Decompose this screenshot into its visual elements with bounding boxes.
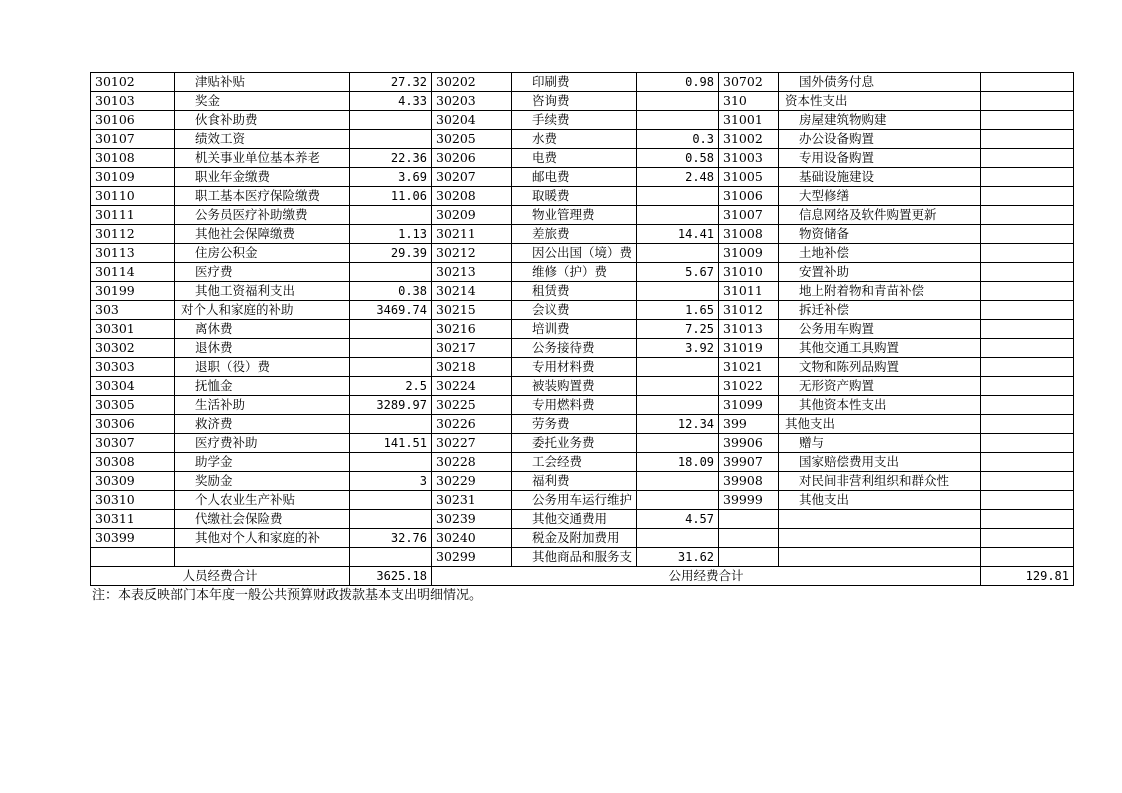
table-row: [91, 320, 1074, 339]
value-cell: [637, 472, 719, 491]
code-cell: 31010: [719, 263, 779, 282]
table-row: [91, 529, 1074, 548]
name-cell: 职工基本医疗保险缴费: [175, 187, 350, 206]
value-cell: 3.69: [350, 168, 432, 187]
name-cell: 会议费: [512, 301, 637, 320]
code-cell: 30202: [432, 73, 512, 92]
code-cell: 310: [719, 92, 779, 111]
value-cell: [637, 187, 719, 206]
value-cell: 0.38: [350, 282, 432, 301]
value-cell: [637, 377, 719, 396]
value-cell: [981, 320, 1074, 339]
name-cell: 公务用车运行维护: [512, 491, 637, 510]
code-cell: 30231: [432, 491, 512, 510]
code-cell: 30112: [91, 225, 175, 244]
value-cell: [981, 168, 1074, 187]
name-cell: 住房公积金: [175, 244, 350, 263]
code-cell: 30113: [91, 244, 175, 263]
value-cell: [981, 282, 1074, 301]
personnel-total-label: 人员经费合计: [91, 567, 350, 586]
name-cell: 土地补偿: [779, 244, 981, 263]
code-cell: 30110: [91, 187, 175, 206]
value-cell: [637, 282, 719, 301]
table-footnote: 注：本表反映部门本年度一般公共预算财政拨款基本支出明细情况。: [92, 588, 483, 603]
name-cell: 电费: [512, 149, 637, 168]
name-cell: 职业年金缴费: [175, 168, 350, 187]
value-cell: 3: [350, 472, 432, 491]
name-cell: 取暖费: [512, 187, 637, 206]
code-cell: 31012: [719, 301, 779, 320]
table-row: [91, 263, 1074, 282]
code-cell: 30301: [91, 320, 175, 339]
code-cell: 31001: [719, 111, 779, 130]
code-cell: [719, 529, 779, 548]
name-cell: 国外债务付息: [779, 73, 981, 92]
value-cell: [637, 111, 719, 130]
name-cell: 离休费: [175, 320, 350, 339]
value-cell: 5.67: [637, 263, 719, 282]
value-cell: [981, 434, 1074, 453]
value-cell: [981, 339, 1074, 358]
code-cell: 30209: [432, 206, 512, 225]
table-row: [91, 301, 1074, 320]
table-row: [91, 206, 1074, 225]
name-cell: 无形资产购置: [779, 377, 981, 396]
code-cell: 31022: [719, 377, 779, 396]
name-cell: 其他交通费用: [512, 510, 637, 529]
name-cell: 安置补助: [779, 263, 981, 282]
code-cell: 39907: [719, 453, 779, 472]
code-cell: 30103: [91, 92, 175, 111]
name-cell: 退职（役）费: [175, 358, 350, 377]
value-cell: 22.36: [350, 149, 432, 168]
code-cell: 30199: [91, 282, 175, 301]
value-cell: [350, 263, 432, 282]
value-cell: [350, 320, 432, 339]
name-cell: 奖金: [175, 92, 350, 111]
name-cell: 专用材料费: [512, 358, 637, 377]
value-cell: [637, 244, 719, 263]
code-cell: 30224: [432, 377, 512, 396]
value-cell: [637, 92, 719, 111]
value-cell: [981, 263, 1074, 282]
value-cell: [981, 472, 1074, 491]
name-cell: 物业管理费: [512, 206, 637, 225]
table-row: [91, 396, 1074, 415]
value-cell: [981, 149, 1074, 168]
value-cell: [981, 396, 1074, 415]
name-cell: 维修（护）费: [512, 263, 637, 282]
code-cell: 30204: [432, 111, 512, 130]
name-cell: 抚恤金: [175, 377, 350, 396]
value-cell: 3469.74: [350, 301, 432, 320]
name-cell: 绩效工资: [175, 130, 350, 149]
value-cell: 141.51: [350, 434, 432, 453]
name-cell: 伙食补助费: [175, 111, 350, 130]
value-cell: 3289.97: [350, 396, 432, 415]
name-cell: 邮电费: [512, 168, 637, 187]
value-cell: [637, 396, 719, 415]
name-cell: 税金及附加费用: [512, 529, 637, 548]
name-cell: 委托业务费: [512, 434, 637, 453]
name-cell: 医疗费补助: [175, 434, 350, 453]
code-cell: 30206: [432, 149, 512, 168]
value-cell: 2.5: [350, 377, 432, 396]
name-cell: 工会经费: [512, 453, 637, 472]
name-cell: 其他工资福利支出: [175, 282, 350, 301]
table-row: [91, 225, 1074, 244]
name-cell: 代缴社会保险费: [175, 510, 350, 529]
name-cell: 印刷费: [512, 73, 637, 92]
table-row: [91, 149, 1074, 168]
value-cell: 3.92: [637, 339, 719, 358]
name-cell: 津贴补贴: [175, 73, 350, 92]
value-cell: [981, 453, 1074, 472]
value-cell: [637, 206, 719, 225]
value-cell: [981, 111, 1074, 130]
code-cell: 30304: [91, 377, 175, 396]
name-cell: 地上附着物和青苗补偿: [779, 282, 981, 301]
code-cell: 30216: [432, 320, 512, 339]
name-cell: 拆迁补偿: [779, 301, 981, 320]
name-cell: 文物和陈列品购置: [779, 358, 981, 377]
code-cell: 30109: [91, 168, 175, 187]
table-row: [91, 358, 1074, 377]
table-row: [91, 244, 1074, 263]
value-cell: [637, 491, 719, 510]
value-cell: 4.33: [350, 92, 432, 111]
name-cell: 其他社会保障缴费: [175, 225, 350, 244]
name-cell: 被装购置费: [512, 377, 637, 396]
value-cell: 27.32: [350, 73, 432, 92]
value-cell: 2.48: [637, 168, 719, 187]
code-cell: 31006: [719, 187, 779, 206]
code-cell: 30218: [432, 358, 512, 377]
value-cell: [350, 491, 432, 510]
code-cell: 30205: [432, 130, 512, 149]
value-cell: 1.65: [637, 301, 719, 320]
name-cell: 福利费: [512, 472, 637, 491]
code-cell: [91, 548, 175, 567]
code-cell: 30311: [91, 510, 175, 529]
name-cell: 赠与: [779, 434, 981, 453]
code-cell: 30303: [91, 358, 175, 377]
code-cell: 30214: [432, 282, 512, 301]
name-cell: 其他交通工具购置: [779, 339, 981, 358]
name-cell: 房屋建筑物购建: [779, 111, 981, 130]
value-cell: [981, 358, 1074, 377]
code-cell: 30310: [91, 491, 175, 510]
code-cell: 30240: [432, 529, 512, 548]
name-cell: 其他商品和服务支: [512, 548, 637, 567]
table-row: [91, 472, 1074, 491]
code-cell: 30213: [432, 263, 512, 282]
name-cell: 专用燃料费: [512, 396, 637, 415]
code-cell: 30299: [432, 548, 512, 567]
code-cell: 31007: [719, 206, 779, 225]
value-cell: 0.58: [637, 149, 719, 168]
code-cell: 399: [719, 415, 779, 434]
code-cell: 39906: [719, 434, 779, 453]
name-cell: 信息网络及软件购置更新: [779, 206, 981, 225]
table-row: [91, 187, 1074, 206]
name-cell: 劳务费: [512, 415, 637, 434]
code-cell: 30106: [91, 111, 175, 130]
value-cell: [981, 415, 1074, 434]
code-cell: [719, 510, 779, 529]
table-row: [91, 282, 1074, 301]
value-cell: [981, 377, 1074, 396]
table-row: [91, 339, 1074, 358]
value-cell: [981, 491, 1074, 510]
value-cell: 12.34: [637, 415, 719, 434]
code-cell: 30225: [432, 396, 512, 415]
value-cell: 29.39: [350, 244, 432, 263]
name-cell: 其他支出: [779, 415, 981, 434]
table-body: [91, 73, 1074, 567]
table-row: [91, 73, 1074, 92]
code-cell: 30239: [432, 510, 512, 529]
value-cell: [350, 453, 432, 472]
value-cell: [981, 187, 1074, 206]
value-cell: [981, 225, 1074, 244]
name-cell: 基础设施建设: [779, 168, 981, 187]
totals-row: [91, 567, 1074, 586]
table-row: [91, 130, 1074, 149]
value-cell: [350, 111, 432, 130]
code-cell: 30215: [432, 301, 512, 320]
table-row: [91, 92, 1074, 111]
value-cell: 32.76: [350, 529, 432, 548]
name-cell: [175, 548, 350, 567]
name-cell: 助学金: [175, 453, 350, 472]
value-cell: 1.13: [350, 225, 432, 244]
name-cell: 医疗费: [175, 263, 350, 282]
code-cell: 30211: [432, 225, 512, 244]
code-cell: 31011: [719, 282, 779, 301]
code-cell: 30309: [91, 472, 175, 491]
name-cell: 公务员医疗补助缴费: [175, 206, 350, 225]
value-cell: 4.57: [637, 510, 719, 529]
name-cell: 公务用车购置: [779, 320, 981, 339]
code-cell: 303: [91, 301, 175, 320]
code-cell: 30207: [432, 168, 512, 187]
table-row: [91, 434, 1074, 453]
value-cell: [637, 529, 719, 548]
name-cell: 咨询费: [512, 92, 637, 111]
value-cell: [350, 339, 432, 358]
code-cell: 30114: [91, 263, 175, 282]
name-cell: 手续费: [512, 111, 637, 130]
name-cell: 奖励金: [175, 472, 350, 491]
code-cell: 31003: [719, 149, 779, 168]
code-cell: 30307: [91, 434, 175, 453]
table-row: [91, 491, 1074, 510]
table-row: [91, 548, 1074, 567]
name-cell: 个人农业生产补贴: [175, 491, 350, 510]
code-cell: 31009: [719, 244, 779, 263]
table-row: [91, 415, 1074, 434]
personnel-total-value: 3625.18: [350, 567, 432, 586]
value-cell: [350, 415, 432, 434]
name-cell: 租赁费: [512, 282, 637, 301]
code-cell: 39999: [719, 491, 779, 510]
name-cell: 机关事业单位基本养老: [175, 149, 350, 168]
code-cell: 31008: [719, 225, 779, 244]
code-cell: 30305: [91, 396, 175, 415]
name-cell: 退休费: [175, 339, 350, 358]
value-cell: 18.09: [637, 453, 719, 472]
value-cell: [981, 206, 1074, 225]
value-cell: 11.06: [350, 187, 432, 206]
name-cell: 培训费: [512, 320, 637, 339]
code-cell: 31019: [719, 339, 779, 358]
code-cell: [719, 548, 779, 567]
value-cell: 0.98: [637, 73, 719, 92]
expenditure-detail-table: [90, 72, 1074, 586]
name-cell: 水费: [512, 130, 637, 149]
name-cell: 其他对个人和家庭的补: [175, 529, 350, 548]
value-cell: [981, 244, 1074, 263]
name-cell: 生活补助: [175, 396, 350, 415]
table-row: [91, 453, 1074, 472]
value-cell: [981, 73, 1074, 92]
value-cell: 14.41: [637, 225, 719, 244]
name-cell: 其他支出: [779, 491, 981, 510]
code-cell: 30111: [91, 206, 175, 225]
name-cell: [779, 529, 981, 548]
name-cell: 专用设备购置: [779, 149, 981, 168]
code-cell: 30226: [432, 415, 512, 434]
name-cell: 物资储备: [779, 225, 981, 244]
public-total-value: 129.81: [981, 567, 1074, 586]
name-cell: 救济费: [175, 415, 350, 434]
name-cell: 办公设备购置: [779, 130, 981, 149]
value-cell: [350, 206, 432, 225]
name-cell: 其他资本性支出: [779, 396, 981, 415]
code-cell: 31013: [719, 320, 779, 339]
value-cell: [981, 510, 1074, 529]
table-row: [91, 111, 1074, 130]
code-cell: 30227: [432, 434, 512, 453]
name-cell: 差旅费: [512, 225, 637, 244]
code-cell: 30302: [91, 339, 175, 358]
name-cell: 国家赔偿费用支出: [779, 453, 981, 472]
name-cell: [779, 548, 981, 567]
code-cell: 30228: [432, 453, 512, 472]
value-cell: [637, 434, 719, 453]
name-cell: 因公出国（境）费: [512, 244, 637, 263]
code-cell: 30107: [91, 130, 175, 149]
code-cell: 30306: [91, 415, 175, 434]
code-cell: 30203: [432, 92, 512, 111]
code-cell: 30702: [719, 73, 779, 92]
code-cell: 30217: [432, 339, 512, 358]
value-cell: [981, 548, 1074, 567]
value-cell: [981, 301, 1074, 320]
name-cell: 对民间非营利组织和群众性: [779, 472, 981, 491]
value-cell: [350, 548, 432, 567]
value-cell: [981, 92, 1074, 111]
code-cell: 31099: [719, 396, 779, 415]
code-cell: 30308: [91, 453, 175, 472]
name-cell: 公务接待费: [512, 339, 637, 358]
code-cell: 31021: [719, 358, 779, 377]
table-row: [91, 510, 1074, 529]
code-cell: 30212: [432, 244, 512, 263]
value-cell: 7.25: [637, 320, 719, 339]
value-cell: [350, 510, 432, 529]
name-cell: 对个人和家庭的补助: [175, 301, 350, 320]
name-cell: 资本性支出: [779, 92, 981, 111]
expenditure-detail-table-container: [90, 72, 1074, 586]
value-cell: 0.3: [637, 130, 719, 149]
code-cell: 30108: [91, 149, 175, 168]
value-cell: 31.62: [637, 548, 719, 567]
code-cell: 30208: [432, 187, 512, 206]
name-cell: [779, 510, 981, 529]
value-cell: [350, 358, 432, 377]
public-total-label: 公用经费合计: [432, 567, 981, 586]
code-cell: 31002: [719, 130, 779, 149]
value-cell: [637, 358, 719, 377]
code-cell: 30102: [91, 73, 175, 92]
value-cell: [981, 529, 1074, 548]
code-cell: 39908: [719, 472, 779, 491]
table-row: [91, 377, 1074, 396]
code-cell: 30229: [432, 472, 512, 491]
name-cell: 大型修缮: [779, 187, 981, 206]
code-cell: 31005: [719, 168, 779, 187]
value-cell: [350, 130, 432, 149]
value-cell: [981, 130, 1074, 149]
code-cell: 30399: [91, 529, 175, 548]
table-row: [91, 168, 1074, 187]
